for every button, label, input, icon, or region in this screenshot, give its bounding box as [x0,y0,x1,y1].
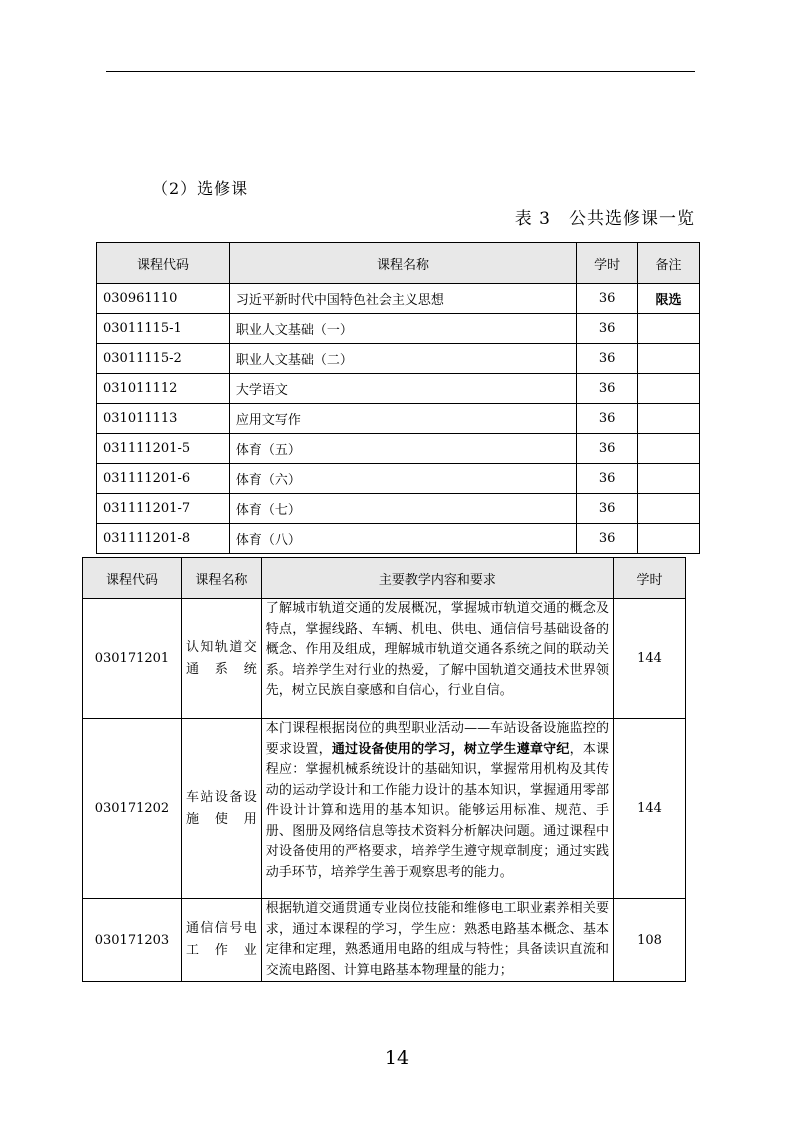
note-cell [638,314,700,344]
note-cell [638,404,700,434]
course-name-cell: 体育（七） [229,494,576,524]
hours-cell: 144 [614,599,686,719]
course-code-cell: 030171202 [83,719,182,899]
table-row [83,719,686,899]
course-name-cell: 大学语文 [229,374,576,404]
header-teaching-content: 主要教学内容和要求 [261,558,613,599]
course-code-cell: 031111201-6 [97,464,230,494]
section-heading: （2）选修课 [152,179,249,198]
course-code-cell: 031011113 [97,404,230,434]
content-text: 本门课程根据岗位的典型职业活动——车站设备设施监控的要求设置， [265,721,610,757]
course-name-cell: 职业人文基础（一） [229,314,576,344]
content-emphasis: 通过设备使用的学习，树立学生遵章守纪 [331,741,570,757]
content-text: 了解城市轨道交通的发展概况，掌握城市轨道交通的概念及特点，掌握线路、车辆、机电、供电、通信信号基础设备的概念、作用及组成，理解城市轨道交通各系统之间的联动关系。培养学生对行业的热爱，了解中国轨道交通技术世界领先，树立民族自豪感和自信心，行业自信。 [265,601,610,698]
course-code-cell: 030171203 [83,899,182,982]
hours-cell: 36 [577,404,638,434]
header-rule [106,71,695,72]
table-header-row [97,243,700,284]
course-name-cell: 车站设备设施使用 [181,719,261,899]
table-caption: 表 3 公共选修课一览 [514,209,695,229]
note-cell: 限选 [638,284,700,314]
hours-cell: 144 [614,719,686,899]
course-details-table [82,557,686,982]
course-code-cell: 030961110 [97,284,230,314]
teaching-content-cell [261,599,613,719]
note-cell [638,434,700,464]
course-name-cell: 体育（八） [229,524,576,554]
course-name-cell: 习近平新时代中国特色社会主义思想 [229,284,576,314]
hours-cell: 36 [577,464,638,494]
course-code-cell: 030171201 [83,599,182,719]
note-cell [638,464,700,494]
course-name-cell: 认知轨道交通系统 [181,599,261,719]
note-cell [638,344,700,374]
table-row [97,434,700,464]
header-hours: 学时 [577,243,638,284]
page-number: 14 [384,1047,410,1069]
course-code-cell: 03011115-1 [97,314,230,344]
hours-cell: 36 [577,374,638,404]
note-cell [638,524,700,554]
table-row [97,284,700,314]
course-code-cell: 031111201-8 [97,524,230,554]
hours-cell: 36 [577,284,638,314]
teaching-content-cell [261,899,613,982]
course-code-cell: 03011115-2 [97,344,230,374]
header-course-name: 课程名称 [229,243,576,284]
teaching-content-cell [261,719,613,899]
table-row [97,494,700,524]
hours-cell: 36 [577,344,638,374]
header-note: 备注 [638,243,700,284]
course-code-cell: 031111201-5 [97,434,230,464]
course-name-cell: 职业人文基础（二） [229,344,576,374]
table-row [97,314,700,344]
hours-cell: 108 [614,899,686,982]
elective-courses-table [96,242,700,554]
table-row [97,404,700,434]
header-hours: 学时 [614,558,686,599]
hours-cell: 36 [577,524,638,554]
note-cell [638,494,700,524]
hours-cell: 36 [577,314,638,344]
table-row [83,899,686,982]
course-name-cell: 体育（六） [229,464,576,494]
table-header-row [83,558,686,599]
header-course-code: 课程代码 [97,243,230,284]
table-row [83,599,686,719]
table-row [97,524,700,554]
course-name-cell: 体育（五） [229,434,576,464]
header-course-name: 课程名称 [181,558,261,599]
header-course-code: 课程代码 [83,558,182,599]
hours-cell: 36 [577,434,638,464]
content-text: 根据轨道交通贯通专业岗位技能和维修电工职业素养相关要求，通过本课程的学习，学生应：熟悉电路基本概念、基本定律和定理，熟悉通用电路的组成与特性；具备读识直流和交流电路图、计算电路基本物理量的能力； [265,901,610,978]
content-text: ，本课程应：掌握机械系统设计的基础知识，掌握常用机构及其传动的运动学设计和工作能力设计的基本知识，掌握通用零部件设计计算和选用的基本知识。能够运用标准、规范、手册、图册及网络信息等技术资料分析解决问题。通过课程中对设备使用的严格要求，培养学生遵守规章制度；通过实践动手环节，培养学生善于观察思考的能力。 [265,741,610,880]
course-code-cell: 031111201-7 [97,494,230,524]
course-name-cell: 应用文写作 [229,404,576,434]
hours-cell: 36 [577,494,638,524]
course-code-cell: 031011112 [97,374,230,404]
table-row [97,374,700,404]
table-row [97,344,700,374]
table-row [97,464,700,494]
note-cell [638,374,700,404]
course-name-cell: 通信信号电工作业 [181,899,261,982]
